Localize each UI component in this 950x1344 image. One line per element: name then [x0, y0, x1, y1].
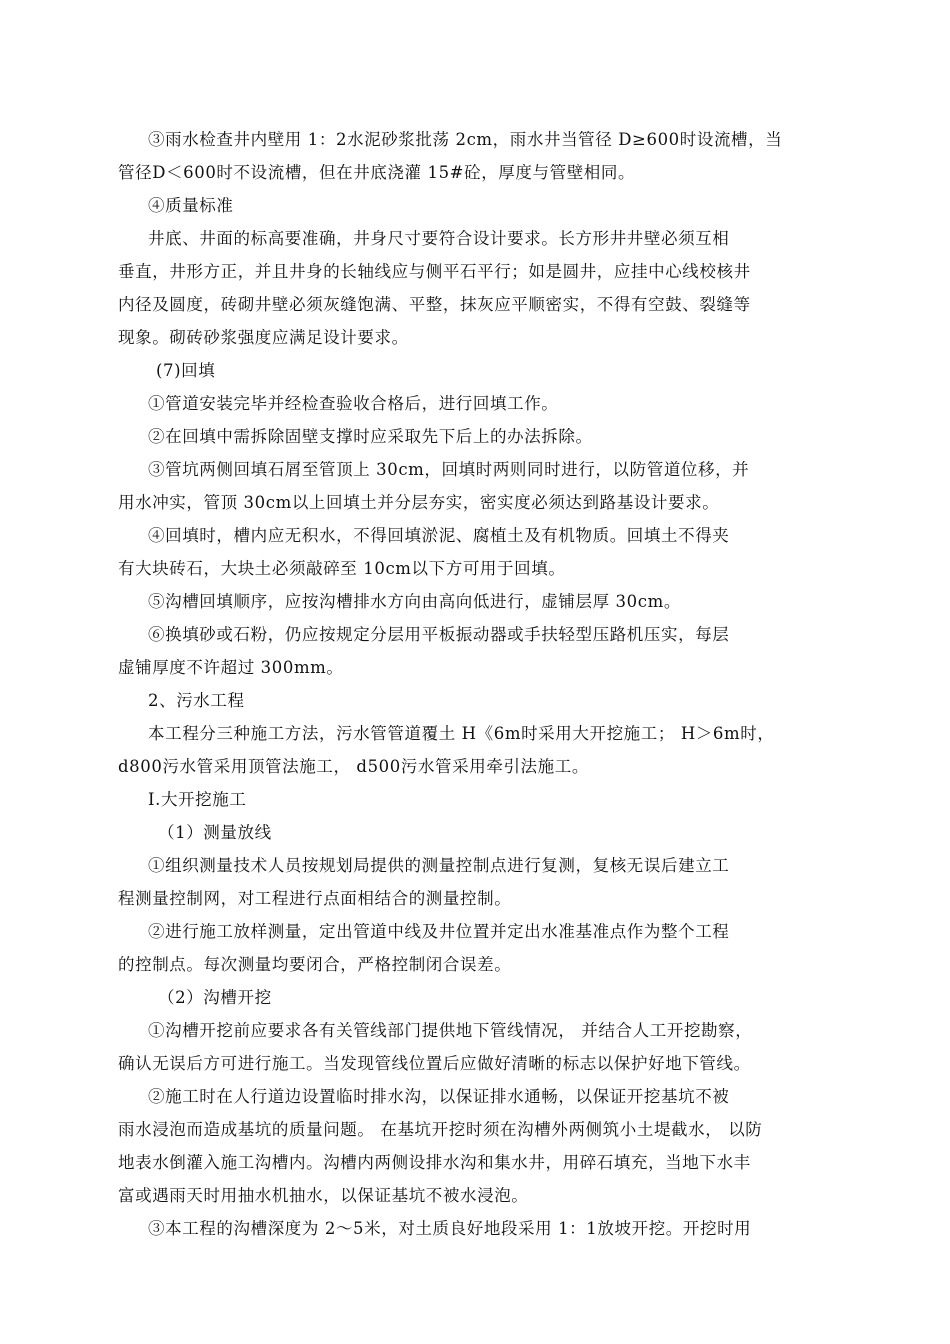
text-line: ②进行施工放样测量，定出管道中线及井位置并定出水准基准点作为整个工程 [148, 922, 730, 941]
text-line: 垂直，井形方正，并且井身的长轴线应与侧平石平行；如是圆井，应挂中心线校核井 [118, 262, 751, 281]
subsection-heading: （1）测量放线 [158, 823, 272, 842]
text-line: ②施工时在人行道边设置临时排水沟，以保证排水通畅，以保证开挖基坑不被 [148, 1087, 730, 1106]
text-line: 虚铺厚度不许超过 300mm。 [118, 658, 344, 677]
text-line: 地表水倒灌入施工沟槽内。沟槽内两侧设排水沟和集水井，用碎石填充，当地下水丰 [118, 1153, 751, 1172]
text-line: 的控制点。每次测量均要闭合，严格控制闭合误差。 [118, 955, 512, 974]
text-line: d800污水管采用顶管法施工， d500污水管采用牵引法施工。 [118, 757, 589, 776]
section-heading: 2、污水工程 [148, 691, 245, 710]
text-line: ①管道安装完毕并经检查验收合格后，进行回填工作。 [148, 394, 559, 413]
text-line: 确认无误后方可进行施工。当发现管线位置后应做好清晰的标志以保护好地下管线。 [118, 1054, 751, 1073]
text-line: 用水冲实，管顶 30cm以上回填土并分层夯实，密实度必须达到路基设计要求。 [118, 493, 720, 512]
text-line: 富或遇雨天时用抽水机抽水，以保证基坑不被水浸泡。 [118, 1186, 529, 1205]
text-line: ③本工程的沟槽深度为 2～5米，对土质良好地段采用 1：1放坡开挖。开挖时用 [148, 1219, 752, 1238]
text-line: 内径及圆度，砖砌井壁必须灰缝饱满、平整，抹灰应平顺密实，不得有空鼓、裂缝等 [118, 295, 751, 314]
text-line: ④回填时，槽内应无积水，不得回填淤泥、腐植土及有机物质。回填土不得夹 [148, 526, 730, 545]
text-line: ①组织测量技术人员按规划局提供的测量控制点进行复测，复核无误后建立工 [148, 856, 730, 875]
text-line: 程测量控制网，对工程进行点面相结合的测量控制。 [118, 889, 512, 908]
text-line: ⑤沟槽回填顺序，应按沟槽排水方向由高向低进行，虚铺层厚 30cm。 [148, 592, 681, 611]
text-line: ①沟槽开挖前应要求各有关管线部门提供地下管线情况， 并结合人工开挖勘察， [148, 1021, 753, 1040]
text-line: ③管坑两侧回填石屑至管顶上 30cm，回填时两则同时进行，以防管道位移，并 [148, 460, 750, 479]
text-line: 本工程分三种施工方法，污水管管道覆土 H《6m时采用大开挖施工； H＞6m时， [148, 724, 775, 743]
text-line: ④质量标准 [148, 196, 234, 215]
text-line: (7)回填 [156, 361, 216, 380]
text-line: ③雨水检查井内壁用 1：2水泥砂浆批荡 2cm，雨水井当管径 D≥600时设流槽，当 [148, 130, 783, 149]
subsection-heading: I.大开挖施工 [148, 790, 247, 809]
text-line: 井底、井面的标高要准确，井身尺寸要符合设计要求。长方形井井壁必须互相 [148, 229, 730, 248]
text-line: ⑥换填砂或石粉，仍应按规定分层用平板振动器或手扶轻型压路机压实，每层 [148, 625, 730, 644]
text-line: 雨水浸泡而造成基坑的质量问题。 在基坑开挖时须在沟槽外两侧筑小土堤截水， 以防 [118, 1120, 763, 1139]
text-line: ②在回填中需拆除固壁支撑时应采取先下后上的办法拆除。 [148, 427, 593, 446]
text-line: 管径D＜600时不设流槽，但在井底浇灌 15#砼，厚度与管壁相同。 [118, 163, 636, 182]
text-line: 现象。砌砖砂浆强度应满足设计要求。 [118, 328, 409, 347]
subsection-heading: （2）沟槽开挖 [158, 988, 272, 1007]
text-line: 有大块砖石，大块土必须敲碎至 10cm以下方可用于回填。 [118, 559, 566, 578]
